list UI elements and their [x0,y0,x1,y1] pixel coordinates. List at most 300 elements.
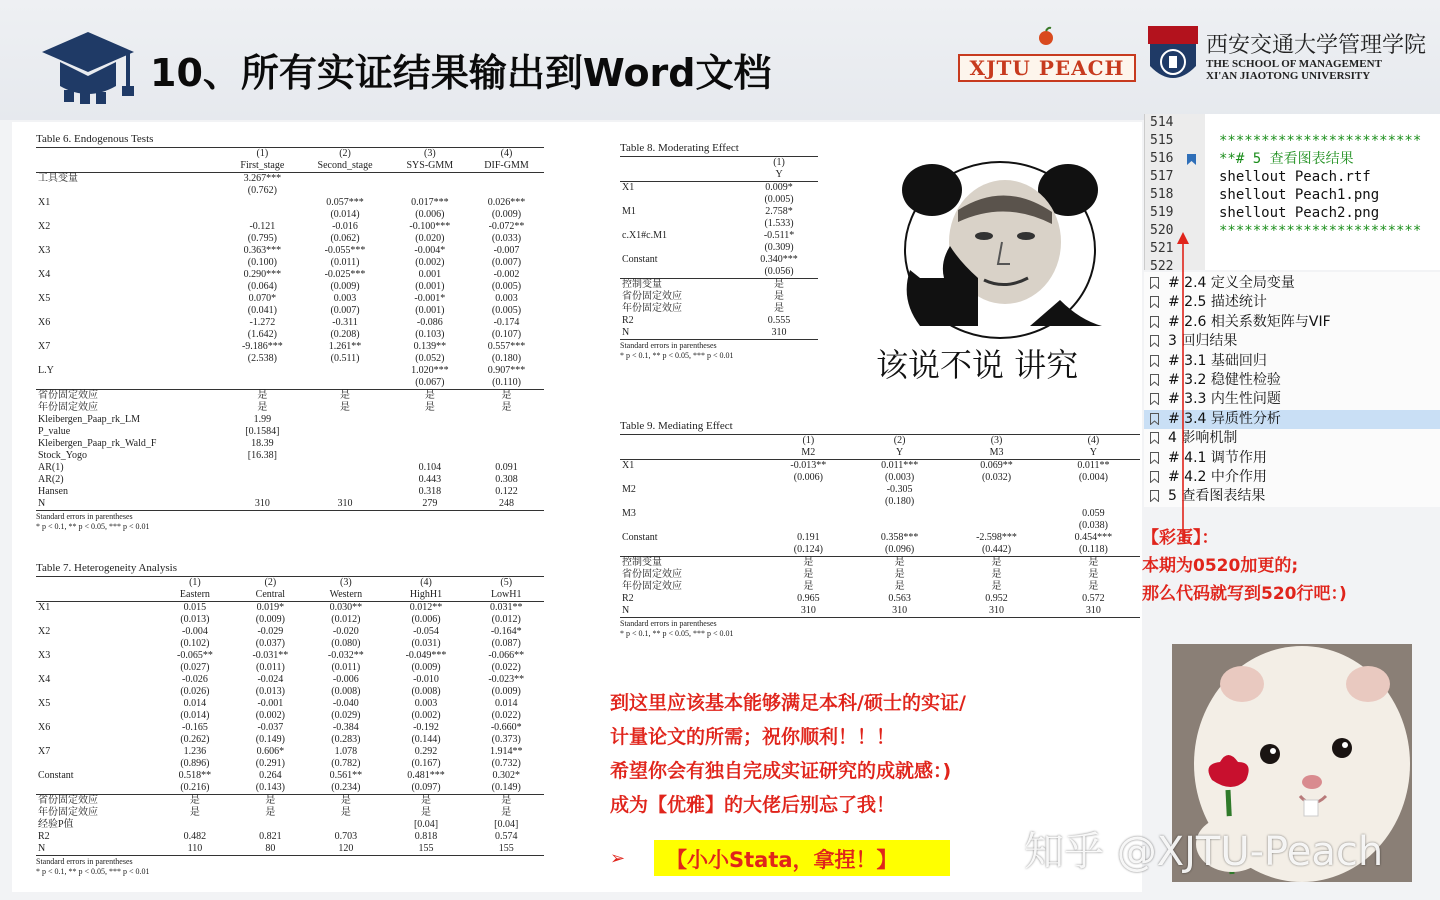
coefficient-cell: 0.264 [259,770,282,781]
se-row [620,544,1140,557]
variable-label: M3 [622,508,636,519]
coefficient-cell: -0.024 [257,674,284,685]
stat-row [620,605,1140,618]
std-error-cell: (0.038) [1078,520,1108,531]
column-number-row [620,435,1140,448]
variable-label [36,209,225,221]
std-error-cell: (0.118) [1079,544,1108,555]
coefficient-cell: 0.009* [765,182,793,193]
variable-label [620,266,740,279]
stat-value: 是 [1088,581,1099,592]
arrow-up-icon [1176,232,1190,542]
coefficient-cell [469,173,544,186]
stat-value: 0.821 [259,831,282,842]
variable-label [36,782,157,795]
std-error-cell: (0.102) [180,638,210,649]
std-error-cell: (0.009) [491,686,521,697]
school-name-en [1206,58,1382,82]
std-error-cell: (0.097) [411,782,441,793]
std-error-cell [764,496,853,508]
row-label-header [620,435,764,448]
coefficient-cell: 0.481*** [407,770,445,781]
table-body [36,173,544,511]
coefficient-cell: -0.016 [332,221,358,232]
std-error-cell: (0.022) [491,710,521,721]
coefficient-cell: -0.164* [490,626,522,637]
se-row [36,710,544,722]
code-line [1145,168,1440,186]
std-error-cell: (0.037) [255,638,285,649]
stat-row [36,426,544,438]
stat-value: 是 [501,402,512,413]
variable-label: M2 [622,484,636,495]
column-name: Western [308,589,383,602]
stat-value: 是 [803,569,814,580]
coefficient-cell [225,197,299,209]
table-note: * p < 0.1, ** p < 0.05, *** p < 0.01 [620,351,734,360]
std-error-cell: (0.001) [415,305,445,316]
coefficient-cell: 0.015 [183,602,207,613]
std-error-cell: (0.008) [331,686,361,697]
variable-label: Constant [38,770,74,781]
stat-value: 0.965 [797,593,820,604]
column-number-row [36,577,544,590]
variable-label [36,305,225,317]
variable-label: L.Y [38,365,54,376]
bookmark-outline-icon [1150,471,1159,483]
stat-label: AR(1) [38,462,64,473]
stat-value: 是 [764,557,853,570]
std-error-cell: (0.005) [491,281,522,292]
stat-value: 0.952 [985,593,1008,604]
std-error-cell [225,377,299,390]
slide-header [0,0,1440,120]
coefficient-cell: 0.561** [329,770,363,781]
stat-value [225,462,299,474]
stat-value: 是 [1088,569,1099,580]
coefficient-cell: -0.165 [182,722,208,733]
coefficient-cell: 0.017*** [411,197,449,208]
stat-value: 120 [308,843,383,856]
outline-item-label: # 3.4 异质性分析 [1168,410,1281,427]
stat-value [225,474,299,486]
stat-row [620,581,1140,593]
std-error-cell: (0.032) [981,472,1012,483]
code-line [1145,186,1440,204]
variable-label: X4 [38,269,51,280]
egg-line2: 本期为0520加更的; [1142,556,1299,576]
variable-label [620,544,764,557]
std-error-cell: (0.291) [255,758,285,769]
variable-label [36,662,157,674]
std-error-cell: (0.009) [411,662,441,673]
std-error-cell: (0.014) [330,209,360,220]
column-name: M2 [764,447,853,460]
coefficient-cell: -0.023** [488,674,525,685]
stat-value: 310 [1047,605,1140,618]
variable-label: X7 [38,746,51,757]
se-row [620,472,1140,484]
stat-value: 是 [894,581,905,592]
se-row [36,185,544,197]
stat-value: 0.091 [495,462,518,473]
stat-row [620,279,818,292]
coefficient-cell [946,508,1047,520]
std-error-cell: (0.234) [331,782,361,793]
std-error-cell [469,185,544,197]
coefficient-cell: -0.020 [332,626,359,637]
outline-item-label: # 2.5 描述统计 [1168,294,1267,311]
column-name: First_stage [225,160,299,173]
coefficient-cell: 1.236 [183,746,207,757]
column-number: (4) [384,577,469,590]
variable-label [36,329,225,341]
variable-label [620,496,764,508]
code-text: shellout Peach2.png [1219,205,1380,221]
bookmark-outline-icon [1150,316,1159,328]
coefficient-cell [391,173,469,186]
coefficient-cell: 0.340*** [760,254,798,265]
coefficient-cell [299,365,390,377]
coef-row [620,532,1140,544]
coefficient-cell: -0.311 [332,317,358,328]
stat-value [299,462,390,474]
std-error-cell [764,520,853,532]
stat-row [620,557,1140,570]
stat-value: 310 [946,605,1047,618]
stat-value [391,450,469,462]
stat-value: 是 [1047,557,1140,570]
std-error-cell: (0.896) [180,758,210,769]
slide-title: 10、所有实证结果输出到Word文档 [150,51,772,95]
se-row [36,305,544,317]
std-error-cell: (0.008) [411,686,441,697]
std-error-cell: (0.180) [491,353,522,364]
coef-row [620,230,818,242]
variable-label: X2 [38,221,51,232]
outline-item-label: 5 查看图表结果 [1168,488,1266,505]
column-name: Y [1047,447,1140,460]
variable-label [36,686,157,698]
easter-egg-note [1142,524,1347,608]
stat-value: 80 [233,843,308,856]
code-line [1145,150,1440,168]
stat-value: [16.38] [247,450,277,461]
se-row [620,266,818,279]
std-error-cell: (0.031) [411,638,441,649]
coefficient-cell: -0.121 [249,221,276,232]
code-text: ************************ [1219,133,1422,149]
coefficient-cell: -0.066** [488,650,525,661]
std-error-cell [946,520,1047,532]
stat-value: 是 [340,807,351,818]
std-error-cell: (0.373) [491,734,521,745]
coefficient-cell: -0.192 [413,722,439,733]
table-head [620,435,1140,460]
coefficient-cell [946,484,1047,496]
peach-logo-text: XJTU PEACH [958,54,1136,82]
coefficient-cell: 0.059 [1082,508,1105,519]
coefficient-cell: 0.139** [413,341,447,352]
coefficient-cell: -0.001 [257,698,284,709]
stat-value: 是 [468,795,544,808]
coef-row [620,182,818,195]
std-error-cell: (0.002) [411,710,441,721]
coef-row [36,365,544,377]
stat-label: Stock_Yogo [38,450,87,461]
egg-line1: 【彩蛋】： [1142,528,1219,548]
std-error-cell: (0.005) [764,194,794,205]
coefficient-cell: 0.191 [797,532,820,543]
coefficient-cell: 0.026*** [487,197,526,208]
coef-row [36,317,544,329]
stat-value: 是 [189,807,200,818]
std-error-cell: (0.029) [331,710,361,721]
coefficient-cell: 0.057*** [326,197,364,208]
stat-value: 310 [740,327,818,340]
stat-value: 是 [308,795,383,808]
stat-row [36,843,544,856]
stat-value: 0.572 [1082,593,1105,604]
coefficient-cell: -0.054 [413,626,439,637]
variable-label [36,281,225,293]
table-caption: Table 8. Moderating Effect [620,142,739,154]
wish-line1: 到这里应该基本能够满足本科/硕士的实证/ [610,692,966,714]
stat-value: 是 [340,402,351,413]
coefficient-cell: 3.267*** [243,173,282,184]
school-name-en-line1: THE SCHOOL OF MANAGEMENT [1206,58,1382,70]
stat-value: 是 [299,390,390,403]
stat-value: 是 [774,291,785,302]
stat-row [36,819,544,831]
coefficient-cell: 0.518** [178,770,212,781]
row-label-header [36,577,157,590]
std-error-cell: (2.538) [247,353,277,364]
stat-label: N [36,843,157,856]
school-name-en-line2: XI'AN JIAOTONG UNIVERSITY [1206,70,1371,82]
table-caption: Table 9. Mediating Effect [620,420,733,432]
stat-value [299,486,390,498]
stat-value [391,438,469,450]
code-text: shellout Peach.rtf [1219,169,1371,185]
stat-value: 0.318 [418,486,442,497]
variable-label [620,242,740,254]
stat-value [299,414,390,426]
stat-label: 控制变量 [620,279,740,292]
stat-value: 是 [424,402,435,413]
stat-value: 是 [257,402,268,413]
coefficient-cell: -0.086 [416,317,443,328]
coefficient-cell: 0.031** [489,602,523,613]
se-row [620,242,818,254]
column-number: (2) [299,148,390,161]
slogan-text: 【小小Stata，拿捏！】 [666,848,898,872]
table-note: * p < 0.1, ** p < 0.05, *** p < 0.01 [36,867,150,876]
stat-label: 省份固定效应 [622,291,682,302]
se-row [36,782,544,795]
code-line [1145,132,1440,150]
panda-meme-image [880,150,1120,340]
coefficient-cell: -0.025*** [324,269,366,280]
column-name-row [36,589,544,602]
se-row [620,218,818,230]
coefficient-cell: 0.014 [183,698,207,709]
std-error-cell: (0.762) [247,185,277,196]
table-head [620,157,818,182]
stat-value: 是 [157,795,232,808]
line-number: 516 [1150,151,1174,166]
std-error-cell: (0.442) [981,544,1012,555]
table-endogenous-tests [36,133,544,531]
coefficient-cell: 2.758* [765,206,793,217]
stat-value [157,819,232,831]
coefficient-cell: -0.384 [332,722,359,733]
stat-value: 是 [894,569,905,580]
std-error-cell: (1.642) [247,329,277,340]
coefficient-cell: 0.069** [980,460,1013,471]
variable-label [620,194,740,206]
bookmark-icon[interactable] [1187,154,1196,165]
column-name-row [36,160,544,173]
bookmark-outline-icon [1150,374,1159,386]
stat-value: 155 [384,843,469,856]
coefficient-cell: -0.032** [327,650,364,661]
column-number: (1) [225,148,299,161]
variable-label [620,218,740,230]
stat-value: 0.555 [767,315,791,326]
coef-row [36,602,544,615]
variable-label [36,638,157,650]
results-table [36,576,544,856]
apple-icon [1036,26,1056,46]
std-error-cell: (0.283) [331,734,361,745]
stat-label: P_value [38,426,71,437]
bookmark-outline-icon [1150,393,1159,405]
wish-line4: 成为【优雅】的大佬后别忘了我！ [610,794,896,816]
std-error-cell: (0.009) [330,281,360,292]
stat-value: 是 [469,390,544,403]
bookmark-outline-icon [1150,335,1159,347]
stat-value: 310 [853,605,946,618]
column-name: Second_stage [299,160,390,173]
variable-label: X3 [38,245,51,256]
bookmark-outline-icon [1150,490,1159,502]
stat-row [36,450,544,462]
table-body [36,602,544,856]
variable-label [36,758,157,770]
variable-label [36,710,157,722]
column-number: (3) [391,148,469,161]
stat-row [36,795,544,808]
stat-value: 0.703 [334,831,358,842]
coefficient-cell [225,365,299,377]
coefficient-cell [853,508,946,520]
stat-value: 279 [391,498,469,511]
stat-label: Kleibergen_Paap_rk_Wald_F [38,438,157,449]
coefficient-cell: 0.012** [409,602,443,613]
stat-label: R2 [622,593,634,604]
stat-label: 控制变量 [620,557,764,570]
coefficient-cell [1047,484,1140,496]
code-line [1145,114,1440,132]
coef-row [620,206,818,218]
variable-label: c.X1#c.M1 [622,230,667,241]
std-error-cell: (0.064) [247,281,277,292]
std-error-cell: (0.052) [415,353,445,364]
stat-value [391,414,469,426]
stat-label: N [620,605,764,618]
std-error-cell: (0.216) [180,782,210,793]
std-error-cell: (0.107) [491,329,522,340]
stat-value: 是 [391,390,469,403]
coefficient-cell: 0.454*** [1074,532,1113,543]
coefficient-cell: 1.261** [328,341,362,352]
variable-label: X5 [38,698,51,709]
column-number: (1) [157,577,232,590]
egg-line3: 那么代码就写到520行吧：) [1142,584,1347,604]
stat-value: 是 [225,390,299,403]
stat-row [620,593,1140,605]
coef-row [36,269,544,281]
variable-label: X6 [38,722,51,733]
coefficient-cell: 0.557*** [487,341,526,352]
stat-label: Hansen [38,486,68,497]
stat-label: R2 [622,315,634,326]
std-error-cell: (0.002) [255,710,285,721]
column-name: HighH1 [384,589,469,602]
se-row [620,496,1140,508]
table-note: Standard errors in parentheses [36,857,133,866]
row-label-header [620,157,740,170]
stat-row [620,327,818,340]
stat-value: 18.39 [251,438,274,449]
coefficient-cell: 0.011** [1077,460,1110,471]
stat-value: 0.443 [418,474,442,485]
stat-row [620,315,818,327]
std-error-cell: (0.005) [491,305,522,316]
coefficient-cell: -0.007 [493,245,520,256]
table-caption: Table 6. Endogenous Tests [36,133,154,145]
coefficient-cell: -0.049*** [405,650,447,661]
variable-label [36,185,225,197]
coef-row [36,293,544,305]
coefficient-cell [299,173,390,186]
stat-value: 155 [468,843,544,856]
coef-row [36,650,544,662]
std-error-cell: (0.004) [1078,472,1108,483]
std-error-cell [1047,496,1140,508]
row-label-header [36,160,225,173]
outline-item-label: # 2.4 定义全局变量 [1168,275,1295,291]
stat-row [36,474,544,486]
coefficient-cell: 0.011*** [881,460,919,471]
coefficient-cell: -0.001* [414,293,446,304]
stat-value [299,438,390,450]
coefficient-cell [764,508,853,520]
stat-value: 110 [157,843,232,856]
stat-row [36,414,544,426]
std-error-cell: (0.732) [491,758,521,769]
se-row [36,353,544,365]
stat-value: 0.122 [495,486,518,497]
line-number: 521 [1150,241,1174,256]
bookmark-outline-icon [1150,355,1159,367]
se-row [36,686,544,698]
std-error-cell: (0.782) [331,758,361,769]
outline-item-label: # 3.3 内生性问题 [1168,391,1281,408]
coefficient-cell: 0.302* [492,770,520,781]
row-label-header [620,447,764,460]
